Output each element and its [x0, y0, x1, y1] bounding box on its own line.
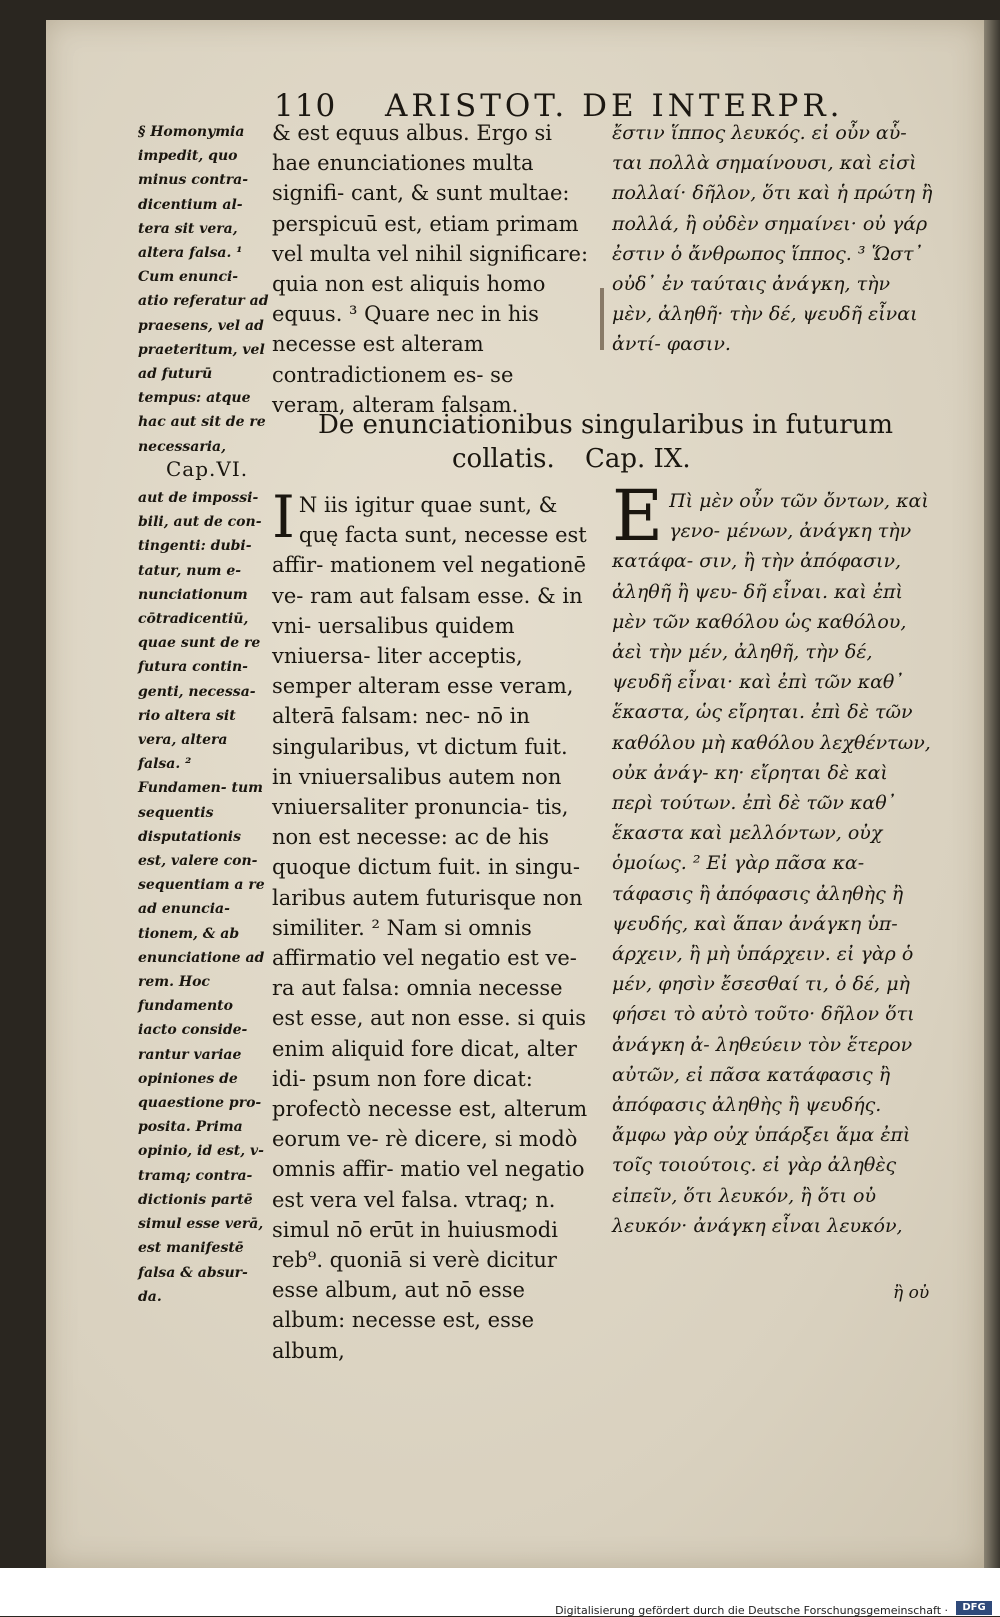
- ink-mark: [600, 288, 604, 350]
- latin-main-text: N iis igitur quae sunt, & quę facta sunt, necesse est affir- mationem vel negationē ve- ram aut falsam esse. & in vni- uersalibus quidem vniuersa- liter acceptis, semper alteram esse veram, alterā falsam: nec- nō in singularibus, vt dictum fuit. in vniuersalibus autem non vniuersaliter pronuncia- tis, non est necesse: ac de his quoque dictum fuit. in singu- laribus autem futurisque non similiter. ² Nam si omnis affirmatio vel negatio est ve- ra aut falsa: omnia necesse est esse, aut non esse. si quis enim aliquid fore dicat, alter idi- psum non fore dicat: profectò necesse est, alterum eorum ve- rè dicere, si modò omnis affir- matio vel negatio est vera vel falsa. vtraq; n. simul nō erūt in huiusmodi reb⁹. quoniā si verè dicitur esse album, aut nō esse album: necesse est, esse album,: [272, 493, 588, 1363]
- dfg-logo: DFG: [956, 1601, 992, 1615]
- running-title: ARISTOT. DE INTERPR.: [385, 88, 844, 124]
- margin-note-top: § Homonymia impedit, quo minus contra- dicentium al- tera sit vera, altera falsa. ¹ Cum enunci- atio referatur ad praesens, vel ad praeteritum, vel ad futurū tempus: atque hac aut sit de re necessaria,: [138, 124, 269, 455]
- chapter-heading-line2: [318, 442, 918, 476]
- margin-chapter-label: Cap.VI.: [166, 457, 249, 481]
- chapter-number: Cap. IX.: [584, 444, 691, 474]
- digitization-credit: Digitalisierung gefördert durch die Deutsche Forschungsgemeinschaft ·: [555, 1604, 948, 1617]
- margin-note-bottom: aut de impossi- bili, aut de con- tingenti: dubi- tatur, num e- nunciationum cōtradicentiū, quae sunt de re futura contin- genti, necessa- rio altera sit vera, altera falsa. ² Fundamen- tum sequentis disputationis est, valere con- sequentiam a re ad enuncia- tionem, & ab enunciatione ad rem. Hoc fundamento iacto conside- rantur variae opiniones de quaestione pro- posita. Prima opinio, id est, v- tramq; contra- dictionis partē simul esse verā, est manifestē falsa & absur- da.: [138, 490, 265, 1305]
- greek-drop-cap: Ε: [612, 475, 664, 557]
- catchword: ἢ οὐ: [893, 1283, 930, 1303]
- greek-main-text: Πὶ μὲν οὖν τῶν ὄντων, καὶ γενο- μένων, ἀνάγκη τὴν κατάφα- σιν, ἢ τὴν ἀπόφασιν, ἀληθῆ ἢ ψευ- δῆ εἶναι. καὶ ἐπὶ μὲν τῶν καθόλου ὡς καθόλου, ἀεὶ τὴν μέν, ἀληθῆ, τὴν δέ, ψευδῆ εἶναι· καὶ ἐπὶ τῶν καθ᾽ ἕκαστα, ὡς εἴρηται. ἐπὶ δὲ τῶν καθόλου μὴ καθόλου λεχθέντων, οὐκ ἀνάγ- κη· εἴρηται δὲ καὶ περὶ τούτων. ἐπὶ δὲ τῶν καθ᾽ ἕκαστα καὶ μελλόντων, οὐχ ὁμοίως. ² Εἰ γὰρ πᾶσα κα- τάφασις ἢ ἀπόφασις ἀληθὴς ἢ ψευδής, καὶ ἅπαν ἀνάγκη ὑπ- άρχειν, ἢ μὴ ὑπάρχειν. εἰ γὰρ ὁ μέν, φησὶν ἔσεσθαί τι, ὁ δέ, μὴ φήσει τὸ αὐτὸ τοῦτο· δῆλον ὅτι ἀνάγκη ἀ- ληθεύειν τὸν ἕτερον αὐτῶν, εἰ πᾶσα κατάφασις ἢ ἀπόφασις ἀληθὴς ἢ ψευδής. ἄμφω γὰρ οὐχ ὑπάρξει ἅμα ἐπὶ τοῖς τοιούτοις. εἰ γὰρ ἀληθὲς εἰπεῖν, ὅτι λευκόν, ἢ ὅτι οὐ λευκόν· ἀνάγκη εἶναι λευκόν,: [612, 490, 931, 1237]
- page-number: 110: [274, 88, 337, 124]
- greek-main-column: [612, 475, 934, 1241]
- latin-top-paragraph: & est equus albus. Ergo si hae enunciationes multa signifi- cant, & sunt multae: perspicuū est, etiam primam vel multa vel nihil significare: quia non est aliquis homo equus. ³ Quare nec in his necesse est alteram contradictionem es- se veram, alteram falsam.: [272, 121, 589, 417]
- latin-drop-cap: I: [272, 483, 295, 551]
- chapter-heading: [318, 408, 918, 476]
- page-edge: [984, 20, 1000, 1568]
- latin-main-column: [272, 483, 592, 1366]
- chapter-heading-collatis: collatis.: [452, 444, 555, 474]
- chapter-heading-line1: De enunciationibus singularibus in futurum: [318, 410, 894, 440]
- greek-top-paragraph: ἔστιν ἵππος λευκός. εἰ οὖν αὗ- ται πολλὰ σημαίνουσι, καὶ εἰσὶ πολλαί· δῆλον, ὅτι καὶ ἡ πρώτη ἢ πολλά, ἢ οὐδὲν σημαίνει· οὐ γάρ ἐστιν ὁ ἄνθρωπος ἵππος. ³ Ὥστ᾽ οὐδ᾽ ἐν ταύταις ἀνάγκη, τὴν μὲν, ἀληθῆ· τὴν δέ, ψευδῆ εἶναι ἀντί- φασιν.: [612, 122, 933, 356]
